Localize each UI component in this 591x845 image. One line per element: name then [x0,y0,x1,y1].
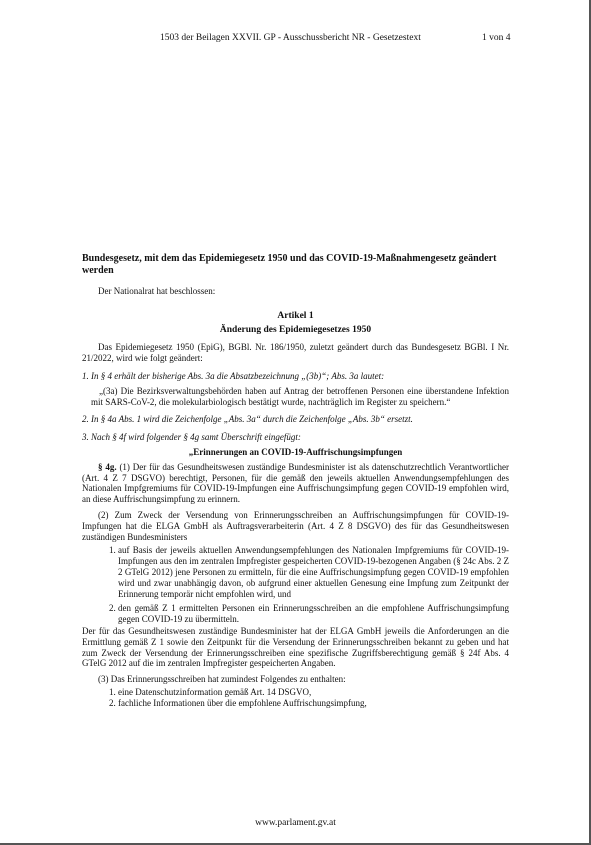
paragraph-1 [82,462,509,505]
list-item [82,603,509,625]
list-number: 2. [109,697,116,708]
article-intro: Das Epidemiegesetz 1950 (EpiG), BGBl. Nr. 186/1950, zuletzt geändert durch das Bundesgesetz BGBl. I Nr. 21/2022, wird wie folgt geändert: [82,342,509,364]
list-number: 1. [109,545,116,556]
page-number: 1 von 4 [482,33,511,43]
running-header: 1503 der Beilagen XXVII. GP - Ausschussbericht NR - Gesetzestext [160,33,421,43]
numbered-list [82,545,509,625]
list-text: auf Basis der jeweils aktuellen Anwendungsempfehlungen des Nationalen Impfgremiums für COVID-19-Impfungen aus den im zentralen Impfregister gespeicherten COVID-19-bezogenen Angaben (§ 24c Abs. 2 Z 2 GTelG 2012) jene Personen zu ermitteln, für die eine Auffrischungsimpfung gegen COVID-19 empfohlen wird und zwar unabhängig davon, ob aufgrund einer aktuellen Genesung eine Impfung zum Zeitpunkt der Erinnerung temporär nicht empfohlen wird, und [118,545,509,599]
list-item [82,687,509,698]
list-text: den gemäß Z 1 ermittelten Personen ein Erinnerungsschreiben an die empfohlene Auffrischungsimpfung gegen COVID-19 zu übermitteln. [118,603,509,625]
numbered-list [82,687,509,709]
article-subheading: Änderung des Epidemiegesetzes 1950 [219,324,372,335]
list-text: eine Datenschutzinformation gemäß Art. 14 DSGVO, [118,686,312,697]
enactment-clause: Der Nationalrat hat beschlossen: [98,286,216,296]
paragraph-3: (3) Das Erinnerungsschreiben hat zumindest Folgendes zu enthalten: [98,674,346,685]
list-item [82,545,509,599]
paragraph-2: (2) Zum Zweck der Versendung von Erinnerungsschreiben an Auffrischungsimpfungen für COVID-19-Impfungen hat die ELGA GmbH als Auftragsverarbeiterin (Art. 4 Z 8 DSGVO) des für das Gesundheitswesen zuständigen Bundesministers [82,509,509,542]
section-number: § 4g. [98,461,117,472]
law-title: Bundesgesetz, mit dem das Epidemiegesetz 1950 und das COVID-19-Maßnahmengesetz geändert werden [82,253,497,276]
amendment-instruction: 1. In § 4 erhält der bisherige Abs. 3a die Absatzbezeichnung „(3b)“; Abs. 3a lautet: [82,370,385,381]
paragraph-2-tail: Der für das Gesundheitswesen zuständige Bundesminister hat der ELGA GmbH jeweils die Anforderungen an die Ermittlung gemäß Z 1 sowie den Zeitpunkt für die Versendung der Erinnerungsschreiben bekannt zu geben und hat zum Zweck der Versendung der Erinnerungsschreiben eine spezifische Zugriffsberechtigung gemäß § 24f Abs. 4 GTelG 2012 auf die im zentralen Impfregister gespeicherten Angaben. [82,625,509,669]
article-heading: Artikel 1 [277,310,314,321]
list-item [82,698,509,709]
quoted-paragraph: „(3a) Die Bezirksverwaltungsbehörden haben auf Antrag der betroffenen Personen eine überstandene Infektion mit SARS-CoV-2, die molekularbiologisch bestätigt wurde, nachträglich im Register zu speichern.“ [91,385,509,407]
list-number: 1. [109,686,116,697]
document-body [82,253,509,709]
list-text: fachliche Informationen über die empfohlene Auffrischungsimpfung, [118,697,367,708]
section-heading: „Erinnerungen an COVID-19-Auffrischungsimpfungen [188,446,403,457]
footer-url: www.parlament.gv.at [255,818,336,828]
paragraph-text: (1) Der für das Gesundheitswesen zuständige Bundesminister ist als datenschutzrechtlich Verantwortlicher (Art. 4 Z 7 DSGVO) berechtigt, Personen, für die gemäß den jeweils aktuellen Anwendungsempfehlungen des Nationalen Impfgremiums für COVID-19-Impfungen eine Auffrischungsimpfung gegen COVID-19 empfohlen wird, an diese Auffrischungsimpfung zu erinnern. [82,461,510,505]
amendment-instruction: 2. In § 4a Abs. 1 wird die Zeichenfolge „Abs. 3a“ durch die Zeichenfolge „Abs. 3b“ ersetzt. [82,414,413,425]
amendment-instruction: 3. Nach § 4f wird folgender § 4g samt Überschrift eingefügt: [82,432,301,443]
list-number: 2. [109,603,116,614]
